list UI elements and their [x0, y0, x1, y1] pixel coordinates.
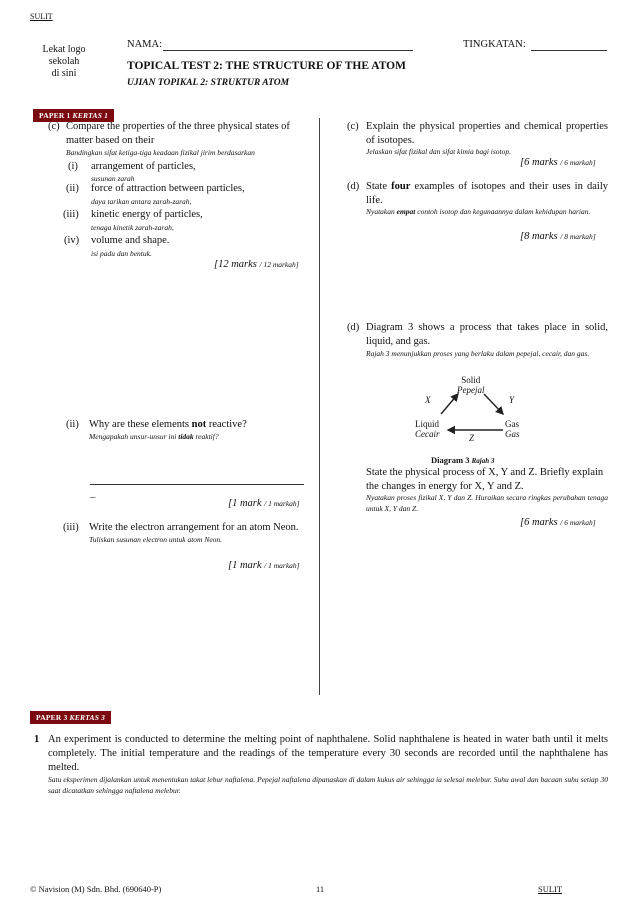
right-d2-marks: [520, 517, 596, 528]
right-c-my: Jelaskan sifat fizikal dan sifat kimia bagi isotop.: [366, 147, 511, 156]
item-num: (iv): [64, 235, 80, 246]
arrow-y: [484, 394, 503, 414]
right-c-text: Explain the physical properties and chemical properties of isotopes.: [366, 121, 608, 147]
right-d1-text-post: examples of isotopes and their uses in daily life.: [366, 181, 608, 207]
paper3-badge-my: KERTAS 3: [69, 713, 106, 722]
item-text: arrangement of particles,: [91, 161, 196, 172]
diagram-solid: [457, 376, 485, 396]
marks-my: / 6 markah]: [560, 158, 596, 167]
liquid-label-my: Cecair: [415, 428, 440, 439]
marks-en: [12 marks: [214, 259, 257, 270]
left-c-my: Bandingkan sifat ketiga-tiga keadaan fizikal jirim berdasarkan: [66, 148, 255, 157]
left-ii-label: (ii): [66, 419, 79, 430]
paper1-badge-my: KERTAS 1: [72, 111, 109, 120]
sulit-top: SULIT: [30, 12, 53, 21]
solid-label: Solid: [461, 375, 481, 385]
paper3-q-num: 1: [34, 734, 40, 745]
diagram-caption: [431, 455, 494, 465]
right-d2-label: (d): [347, 322, 360, 333]
arrow-x: [441, 394, 458, 414]
left-ii-text-post: reactive?: [206, 419, 247, 430]
right-d1-my-pre: Nyatakan: [366, 207, 397, 216]
right-d1-text: [366, 180, 608, 208]
left-iii-marks: [228, 560, 300, 571]
diagram-gas: [505, 420, 520, 440]
page-subtitle: UJIAN TOPIKAL 2: STRUKTUR ATOM: [127, 78, 290, 88]
right-d2-question-my: Nyatakan proses fizikal X, Y dan Z. Huraikan secara ringkas perubahan tenaga untuk X, Y dan Z.: [366, 493, 608, 513]
solid-label-my: Pepejal: [457, 384, 485, 395]
right-d1-my-bold: empat: [396, 207, 416, 216]
nama-label: NAMA:: [127, 39, 163, 50]
answer-dash: _: [90, 488, 96, 499]
diagram-liquid: [415, 420, 440, 440]
paper3-badge-label: PAPER 3: [36, 713, 68, 722]
nama-field[interactable]: [163, 50, 413, 51]
tingkatan-label: TINGKATAN:: [463, 39, 526, 50]
left-ii-my-pre: Mengapakah unsur-unsur ini: [89, 432, 179, 441]
marks-en: [1 mark: [228, 498, 262, 509]
item-num: (ii): [66, 183, 79, 194]
item-my: susunan zarah: [91, 174, 135, 183]
item-num: (i): [68, 161, 78, 172]
left-ii-my-bold: tidak: [178, 432, 194, 441]
paper1-badge-label: PAPER 1: [39, 111, 71, 120]
right-d1-text-bold: four: [391, 181, 411, 192]
right-d1-label: (d): [347, 181, 360, 192]
caption-en: Diagram 3: [431, 455, 470, 465]
item-my: isi padu dan bentuk.: [91, 249, 152, 258]
left-c-text: Compare the properties of the three physical states of matter based on their: [66, 121, 290, 147]
left-ii-text: [89, 418, 247, 432]
right-d2-my: Rajah 3 menunjukkan proses yang berlaku dalam pepejal, cecair, dan gas.: [366, 349, 590, 358]
left-iii-label: (iii): [63, 522, 79, 533]
marks-en: [6 marks: [520, 157, 558, 168]
diagram-z: Z: [469, 433, 475, 443]
paper3-q-text: An experiment is conducted to determine the melting point of naphthalene. Solid naphthalene is heated in water bath until it melts completely. The initial temperature and the readings of the temperature every 30 seconds are recorded until the naphthalene has melted.: [48, 734, 608, 774]
item-my: tenaga kinetik zarah-zarah,: [91, 223, 174, 232]
right-d1-my: [366, 207, 608, 218]
item-num: (iii): [63, 209, 79, 220]
left-ii-my-post: reaktif?: [193, 432, 219, 441]
left-ii-text-bold: not: [191, 419, 207, 430]
marks-my: / 8 markah]: [560, 232, 596, 241]
gas-label-my: Gas: [505, 428, 520, 439]
item-text: volume and shape.: [91, 235, 170, 246]
column-divider: [319, 118, 320, 695]
marks-en: [8 marks: [520, 231, 558, 242]
left-iii-my: Tuliskan susunan electron untuk atom Neon.: [89, 535, 223, 544]
tingkatan-field[interactable]: [531, 50, 607, 51]
diagram-y: Y: [509, 395, 515, 405]
item-text: force of attraction between particles,: [91, 183, 245, 194]
footer-page-number: 11: [316, 884, 325, 894]
right-d1-marks: [520, 231, 596, 242]
left-c-label: (c): [48, 121, 60, 132]
liquid-label: Liquid: [415, 419, 439, 429]
logo-line: di sini: [51, 68, 77, 79]
left-ii-text-pre: Why are these elements: [89, 419, 192, 430]
paper3-badge: [30, 711, 111, 724]
logo-line: sekolah: [48, 56, 80, 67]
paper3-q-my: Satu eksperimen dijalankan untuk menentukan takat lebur naftalena. Pepejal naftalena dipanaskan di dalam kukus air sehingga ia selesai melebur. Suhu awal dan bacaan suhu setiap 30 saat dicatatkan sehingga naftalena melebur.: [48, 775, 608, 795]
diagram-x: X: [425, 395, 431, 405]
right-d1-text-pre: State: [366, 181, 392, 192]
answer-line[interactable]: [90, 484, 304, 485]
footer-sulit: SULIT: [538, 884, 563, 894]
left-ii-my: [89, 432, 219, 443]
right-d2-question: State the physical process of X, Y and Z. Briefly explain the changes in energy for X, Y and Z.: [366, 467, 604, 493]
caption-my: Rajah 3: [471, 457, 495, 465]
gas-label: Gas: [505, 419, 519, 429]
logo-placeholder: [34, 44, 94, 80]
left-iii-text: Write the electron arrangement for an atom Neon.: [89, 522, 299, 533]
marks-en: [1 mark: [228, 560, 262, 571]
page-title: TOPICAL TEST 2: THE STRUCTURE OF THE ATOM: [127, 60, 406, 72]
left-ii-marks: [228, 498, 300, 509]
right-c-marks: [520, 157, 596, 168]
right-d1-my-post: contoh isotop dan kegunaannya dalam kehidupan harian.: [415, 207, 591, 216]
marks-my: / 1 markah]: [264, 561, 300, 570]
marks-my: / 6 markah]: [560, 518, 596, 527]
item-my: daya tarikan antara zarah-zarah,: [91, 197, 192, 206]
right-c-label: (c): [347, 121, 359, 132]
right-d2-text: Diagram 3 shows a process that takes place in solid, liquid, and gas.: [366, 322, 608, 348]
marks-en: [6 marks: [520, 517, 558, 528]
footer-copyright: © Navision (M) Sdn. Bhd. (690640-P): [30, 884, 162, 894]
marks-my: / 12 markah]: [259, 260, 299, 269]
logo-line: Lekat logo: [42, 44, 86, 55]
marks-my: / 1 markah]: [264, 499, 300, 508]
left-c-marks: [214, 259, 299, 270]
item-text: kinetic energy of particles,: [91, 209, 203, 220]
